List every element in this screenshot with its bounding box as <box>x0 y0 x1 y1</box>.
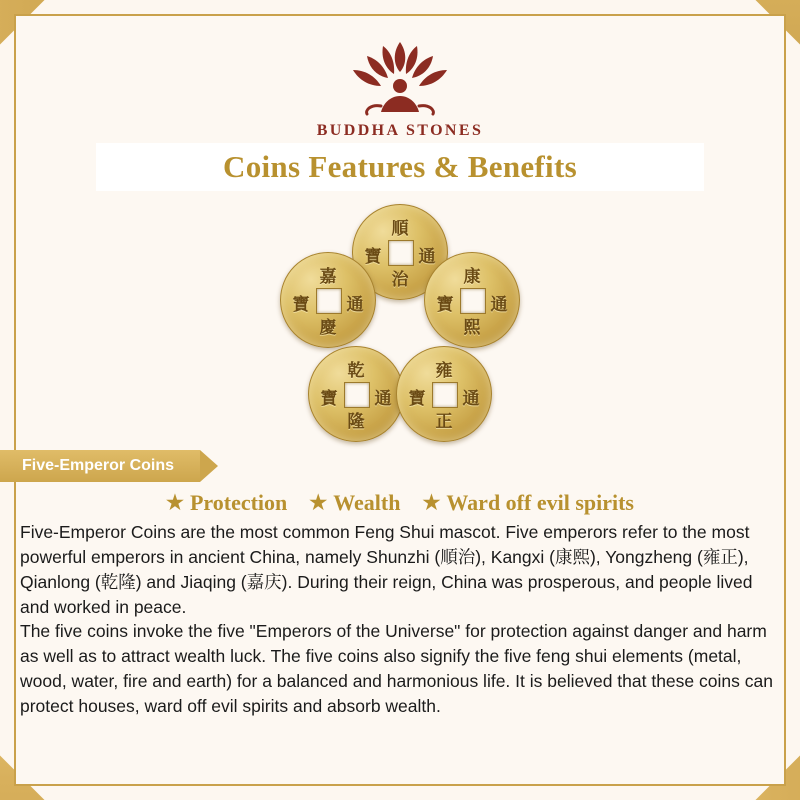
benefit-label: Wealth <box>333 490 401 515</box>
kangxi-coin <box>424 252 520 348</box>
jiaqing-coin <box>280 252 376 348</box>
coin-glyph-right: 通 <box>418 247 436 266</box>
coin-glyph-top: 乾 <box>347 361 365 380</box>
coin-glyph-left: 寶 <box>364 247 382 266</box>
benefits-row <box>0 490 800 516</box>
yongzheng-coin <box>396 346 492 442</box>
coin-glyph-top: 嘉 <box>319 267 337 286</box>
coin-glyph-left: 寶 <box>292 295 310 314</box>
coin-glyph-bottom: 治 <box>391 270 409 289</box>
benefit-label: Protection <box>189 490 288 515</box>
coin-glyph-left: 寶 <box>436 295 454 314</box>
coin-glyph-right: 通 <box>374 389 392 408</box>
coin-glyph-right: 通 <box>490 295 508 314</box>
description-paragraph-2: The five coins invoke the five "Emperors of the Universe" for protection against danger and harm as well as to attract wealth luck. The five coins also signify the five feng shui elements (metal, wood, water, fire and earth) for a balanced and harmonious life. It is believed that these coins can protect houses, ward off evil spirits and absorb wealth. <box>20 621 773 716</box>
coin-glyph-right: 通 <box>346 295 364 314</box>
description-paragraph-1: Five-Emperor Coins are the most common Feng Shui mascot. Five emperors refer to the most powerful emperors in ancient China, namely Shunzhi (順治), Kangxi (康熙), Yongzheng (雍正), Qianlong (乾隆) and Jiaqing (嘉庆). During their reign, China was prosperous, and people lived and worked in peace. <box>20 522 753 617</box>
brand-name: BUDDHA STONES <box>316 122 484 139</box>
coin-square-hole <box>460 288 486 314</box>
star-icon: ★ <box>166 492 184 514</box>
section-ribbon-label <box>0 450 200 482</box>
ribbon-text: Five-Emperor Coins <box>22 457 175 474</box>
star-icon: ★ <box>422 492 441 514</box>
description-text <box>20 520 780 719</box>
coin-glyph-top: 康 <box>463 267 481 286</box>
benefit-wealth <box>309 490 400 516</box>
coin-square-hole <box>388 240 414 266</box>
benefit-protection <box>166 490 287 516</box>
qianlong-coin <box>308 346 404 442</box>
brand-header <box>0 24 800 140</box>
title-banner <box>96 143 704 191</box>
coin-glyph-bottom: 隆 <box>347 412 365 431</box>
coin-glyph-bottom: 正 <box>435 412 453 431</box>
coin-glyph-bottom: 慶 <box>319 318 337 337</box>
coin-glyph-top: 順 <box>391 219 409 238</box>
coins-illustration <box>0 196 800 448</box>
coin-glyph-left: 寶 <box>320 389 338 408</box>
coin-glyph-top: 雍 <box>435 361 453 380</box>
coin-glyph-bottom: 熙 <box>463 318 481 337</box>
coin-square-hole <box>432 382 458 408</box>
coin-glyph-right: 通 <box>462 389 480 408</box>
coin-square-hole <box>344 382 370 408</box>
star-icon: ★ <box>309 492 328 514</box>
benefit-label: Ward off evil spirits <box>446 490 634 515</box>
lotus-meditation-figure-icon <box>315 24 485 120</box>
page-title: Coins Features & Benefits <box>223 149 577 184</box>
benefit-ward-off-evil-spirits <box>422 490 634 516</box>
coin-square-hole <box>316 288 342 314</box>
coin-glyph-left: 寶 <box>408 389 426 408</box>
